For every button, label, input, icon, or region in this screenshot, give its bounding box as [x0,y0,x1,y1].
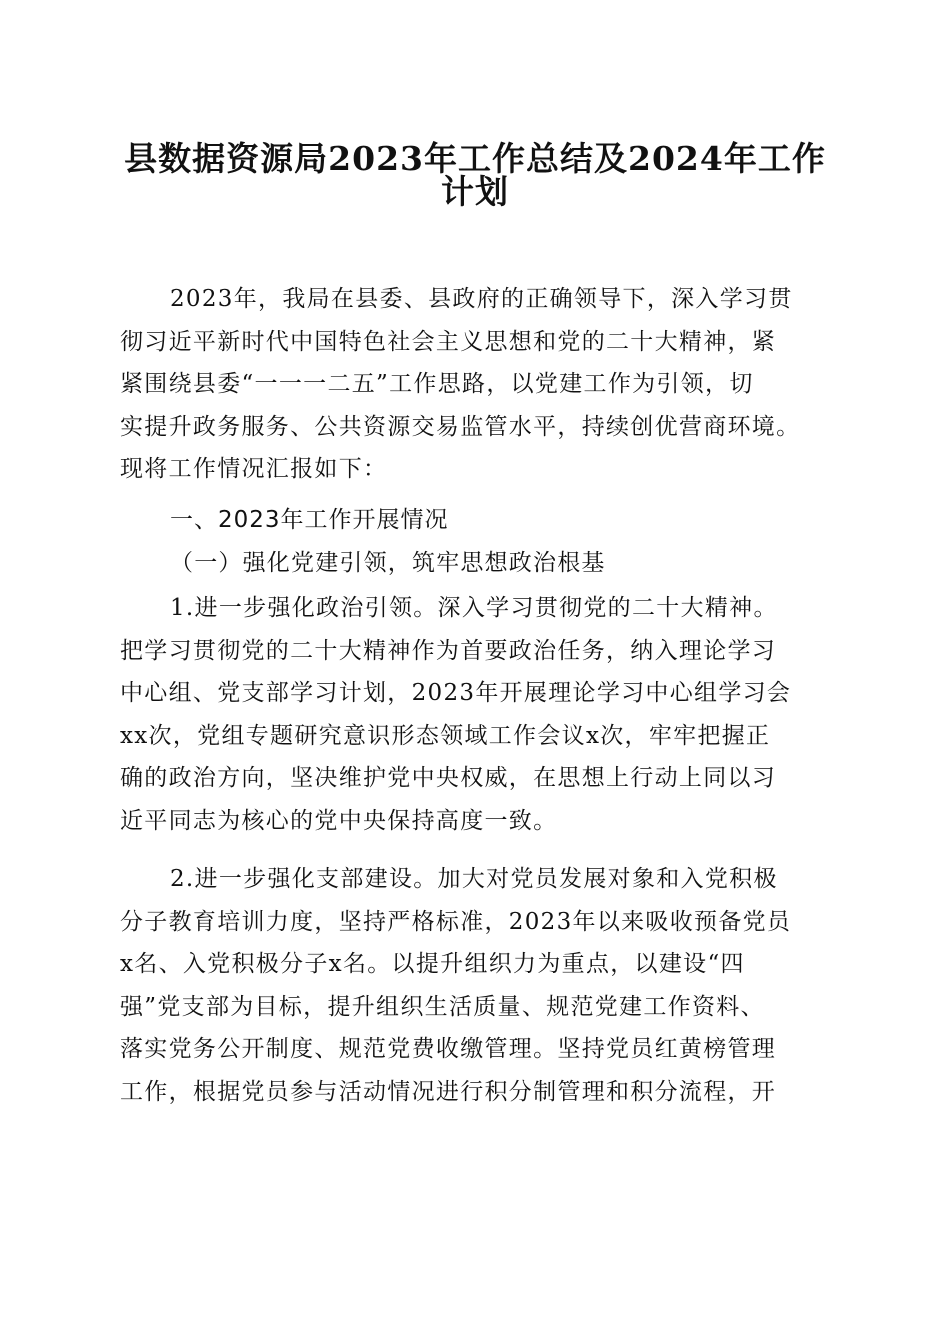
paragraph-line: 确的政治方向，坚决维护党中央权威，在思想上行动上同以习 [120,765,777,791]
paragraph-2 [120,858,835,1113]
paragraph-line: 工作，根据党员参与活动情况进行积分制管理和积分流程，开 [120,1078,777,1105]
paragraph-line: x名、入党积极分子x名。以提升组织力为重点，以建设“四 [120,951,745,977]
paragraph-line: 1.进一步强化政治引领。深入学习贯彻党的二十大精神。 [170,595,778,621]
paragraph-line: 强”党支部为目标，提升组织生活质量、规范党建工作资料、 [120,993,765,1020]
subsection-heading-1: （一）强化党建引领，筑牢思想政治根基 [170,550,606,576]
intro-line: 现将工作情况汇报如下： [120,456,388,482]
section-heading-1: 一、2023年工作开展情况 [170,507,449,533]
intro-line: 紧围绕县委“一一一二五”工作思路，以党建工作为引领，切 [120,371,754,397]
paragraph-line: 分子教育培训力度，坚持严格标准，2023年以来吸收预备党员 [120,908,792,935]
document-title-line-2: 计划 [441,172,509,211]
intro-line: 实提升政务服务、公共资源交易监管水平，持续创优营商环境。 [120,413,801,440]
paragraph-line: xx次，党组专题研究意识形态领域工作会议x次，牢牢把握正 [120,722,771,749]
paragraph-line: 中心组、党支部学习计划，2023年开展理论学习中心组学习会 [120,680,792,706]
paragraph-line: 2.进一步强化支部建设。加大对党员发展对象和入党积极 [170,866,778,892]
paragraph-line: 把学习贯彻党的二十大精神作为首要政治任务，纳入理论学习 [120,637,777,664]
intro-paragraph [120,278,835,491]
document-title-line-1: 县数据资源局2023年工作总结及2024年工作 [124,139,826,178]
intro-line: 2023年，我局在县委、县政府的正确领导下，深入学习贯 [170,286,793,312]
paragraph-line: 近平同志为核心的党中央保持高度一致。 [120,807,558,834]
paragraph-1 [120,587,835,842]
paragraph-line: 落实党务公开制度、规范党费收缴管理。坚持党员红黄榜管理 [120,1036,777,1062]
intro-line: 彻习近平新时代中国特色社会主义思想和党的二十大精神，紧 [120,328,777,355]
